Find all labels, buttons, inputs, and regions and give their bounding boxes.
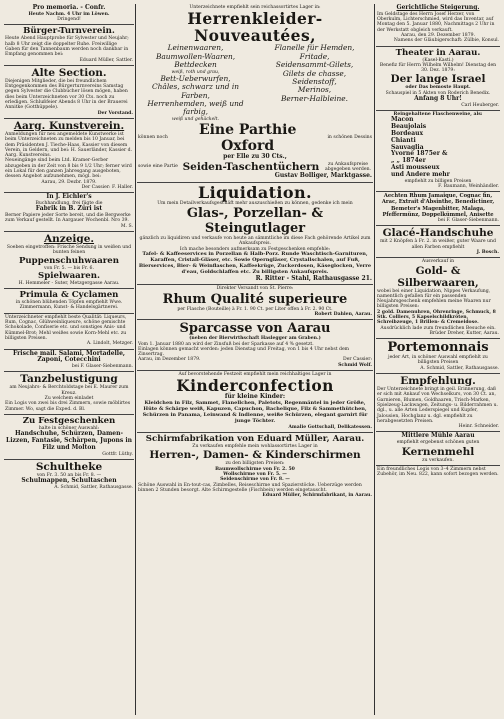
ad-title: Seiden-Taschentüchern (182, 160, 320, 173)
ad-body: zu Ankaufspreise abgegeben werden. (324, 161, 371, 172)
price-line: Seidenschirme von Fr. 8. — (220, 477, 290, 483)
ad-signature: Gustav Bolliger, Marktgasse. (274, 171, 372, 179)
ad-body: oder Das bemoste Haupt. (405, 85, 471, 91)
ad-body: können noch (138, 135, 168, 141)
ad-body: per Elle zu 30 Cts., (223, 153, 287, 161)
ad-title: Aarg. Kunstverein. (13, 119, 125, 132)
ad-title: Primula & Cyclamen (19, 290, 119, 301)
item: Baumwollen-Waaren, (155, 51, 236, 61)
ad-signature: A. Lindolt, Metzger. (86, 341, 133, 347)
ad-body: Schulmappen, Schultaschen (21, 477, 117, 485)
ad-body: empfiehlt zu billigen Preisen (404, 178, 472, 184)
item: Flanelle für Hemden, (274, 43, 355, 53)
ad-signature: Der Cassier: F. Haller. (81, 184, 133, 190)
item: Bettdecken (174, 60, 217, 70)
ad-steigerung (376, 4, 500, 47)
wine-item: Asti mousseux (391, 164, 440, 172)
ad-kunstverein (4, 119, 134, 193)
ad-intro: Direkter Versandt von St. Pierre: (216, 286, 294, 292)
ad-signature: bei F. Glaser-Siebenmann. (71, 364, 133, 370)
ad-buerger-turnverein (4, 25, 134, 65)
ad-title: Gerichtliche Steigerung. (396, 4, 480, 11)
ad-body: Neueingänge sind beim Ltd. Kramer-Gerber abzugeben in der Zeit von 8 bis 9 1/2 Uhr; ferner wird ein Lokal für den ganzen Jahresgang ausgeboten, dessen Angebot aufzunehmen, mögl. bei: (5, 158, 132, 180)
ad-glace-handschuhe (376, 226, 500, 258)
ad-tanzbelustigung (4, 372, 134, 414)
ad-festgeschenke (4, 415, 134, 460)
item: Fritade, (299, 51, 330, 61)
ad-signature-role: Der Cassier: (343, 357, 372, 363)
ad-intro: Zu verkaufen empfehle mein wohlassortirtes Lager in (192, 444, 318, 450)
item: Leinenwaaren, (167, 43, 224, 53)
item: Seidenstoff, (292, 76, 337, 86)
ad-title: Puppenschuhwaaren (18, 255, 120, 266)
ad-body: Unterzeichneter empfiehlt beste Qualität: Liqueurs, Rum, Cognac, Glühweinliqueure, schöne gemischte Schokolade, Confiserie etc. und sonstiges Anis- und Kümmel-Brot; Mehl weißes sowie Korn-Mehl etc. zu billigsten Preisen. (5, 314, 127, 341)
ad-title: Sparcasse von Aarau (179, 321, 331, 337)
ad-metzger (4, 314, 134, 350)
ad-body: Ich mache besonders aufmerksam zu Festgeschenken empfehle: (179, 246, 331, 252)
ad-body: Kleidchen in Filz, Sammet, Flanellchen, Paletots, Regenmäntel in jeder Größe, Hüte & Schärpe weiß, Kapuzen, Capuchon, Bachelique, Filz & Sammethütchen, Schürzen in Panama, Leinwand & Indienne, weiße Schürzen, elegant garnirt für junge Töchter. (142, 400, 368, 424)
item: Gilets de chasse, (282, 68, 347, 78)
item-list-left (138, 44, 253, 122)
ad-title: Bürger-Turnverein. (23, 26, 115, 37)
ad-body: Im Geldstage des Herrn Josef Herzer, von Oberkulm, Lichterschmied, wird das Inventar, auf Montag den 5. Januar 1880, Nachmittags 2 Uhr in der Werkstatt obgleich verkauft. (377, 11, 495, 33)
ad-title: Glas-, Porzellan- & Steingutlager (186, 206, 324, 237)
price-line: Wollschirme von Fr. 5. — (223, 471, 287, 477)
ad-title: Glacé-Handschuhe (382, 227, 494, 240)
ad-title: Der lange Israel (390, 73, 486, 86)
ad-date: Aarau, im Dezember 1879. (138, 357, 201, 363)
ad-signature: Gottfr. Lüthy. (102, 451, 133, 457)
wine-item: Chianti (391, 136, 416, 144)
item: Herrenhemden, weiß und farbig, (147, 99, 244, 117)
ad-gold-silber (376, 258, 500, 339)
ad-flaschenweine (376, 111, 500, 192)
ad-title: Kinderconfection (176, 376, 334, 396)
ad-item-grid (138, 44, 372, 122)
ad-intro: Ausverkauf in (421, 259, 455, 265)
ad-kinderconfection (137, 371, 373, 433)
ad-body: Dringend! (57, 17, 81, 23)
ad-body: Ein Logis von zwei bis drei Zimmern, sowie möblirtes Zimmer. Wo, sagt die Exped. d. Bl. (5, 401, 131, 412)
column-divider (135, 4, 136, 715)
ad-signature: Carl Heuberger. (461, 102, 499, 108)
ad-empfehlung (376, 374, 500, 432)
ad-title: Alte Section. (31, 66, 107, 79)
ad-salami (4, 350, 134, 373)
ad-alte-section (4, 66, 134, 119)
ad-body: Anfang 8 Uhr! (414, 95, 462, 103)
item: Merinos, (297, 85, 332, 95)
ad-body: Vom 1. Januar 1880 an wird der Zinsfuß bei der Sparkasse auf 4 % gesetzt. (138, 341, 314, 347)
ad-signature: H. Hemmeler - Suter, Metzgergasse Aarau. (18, 280, 120, 286)
ad-body: Buchhandlung, frei fügte die (35, 201, 103, 207)
ad-body: in schönen Dessins (327, 135, 372, 141)
ad-title: Spielwaaren. (38, 270, 100, 281)
ad-body: Zu welchem einladet (44, 396, 94, 402)
ad-body: Schauspiel in 5 Akten von Roderich Benedix. (385, 90, 491, 96)
ad-subtitle: (Kasel-Kasti.) (422, 57, 454, 63)
price-line: Baumwollschirme von Fr. 2. 50 (215, 466, 295, 472)
ad-sparcasse (137, 320, 373, 371)
ad-body: per Flasche (Bouteille) à Fr. 1. 90 Ct. per Liter offen à Fr. 2. 90 Ct. (177, 306, 333, 312)
ad-signature: Namens der Gläubigerschaft: Zülbie, Konsul. (393, 38, 499, 44)
ad-signature: M. S. (120, 223, 133, 229)
ad-body: Handschuhe, Schürzen, Damen-Lizzen, Fantasie, Schärpen, Jupons in Filz und Molton (6, 430, 132, 451)
ad-title: Rhum Qualité superieure (162, 291, 348, 307)
ad-body: zu verkaufen. (422, 457, 454, 463)
ad-body: sowie eine Partie (138, 164, 178, 170)
ad-body: Einlagen können gemacht werden: jeden Dienstag und Freitag, von 1 bis 4 Uhr nebst dem Zinsertrag. (138, 346, 350, 358)
column-left (4, 4, 134, 715)
ad-portemonnais (376, 339, 500, 374)
item: Berner-Halbleine. (280, 93, 349, 103)
ad-signature: Robert Dahlen, Aarau. (314, 311, 372, 317)
ad-signature: R. Ritter - Stahl, Rathausgasse 21. (255, 274, 372, 282)
ad-title: Empfehlung. (400, 375, 476, 388)
ad-title: Pro memoria. - Confr. (32, 4, 106, 11)
ad-body: Um mein Detailverkaufsgeschäft mehr auszuschießen zu können, gedenke ich mein (157, 200, 353, 206)
ad-signature: F. Baumann, Weinhändler. (438, 183, 499, 189)
ad-signature: Eduard Müller, Schirmfabrikant, in Aarau. (262, 493, 372, 499)
wine-item: Bordeaux (391, 130, 424, 138)
wine-item: Beaujolais (391, 123, 427, 131)
ad-primula (4, 289, 134, 314)
ad-body: gänzlich zu liquidiren und verkaufe von heute an sämmtliche im diese Fach gehörende Artikel zum Ankaufspreis. (139, 236, 371, 247)
ad-title: Frische mail. Salami, Mortadelle, Zaponi, Cotecchini (12, 349, 125, 364)
ad-signature: J. Bosch. (476, 249, 499, 255)
ad-signature: Heinr. Schneider. (458, 424, 499, 430)
ad-body: Anmeldungen für neu angemeldete Kunstwerke ist beim Unterzeichneten zu melden bis 10 Januar, bei dem Präsidenten J. Tieche-Haas, Kassier von diesem Verein, in Geldern, und bei: H. Sauerländer, Kassier d. Aarg. Kunstvereins. (5, 131, 133, 159)
ad-title: Zu Festgeschenken (22, 415, 116, 426)
ad-title: Anzeige. (43, 233, 95, 245)
ad-signature: Schmid Wolf. (338, 362, 372, 368)
ad-signature: A. Schmid, Sattler, Rathausgasse. (420, 365, 499, 371)
item: Seidensammt-Gilets, (275, 60, 354, 70)
ad-signature: A. Schmid, Sattler, Rathausgasse. (54, 485, 133, 491)
ad-body: 2 gold. Damenuhren, Ohrenringe, Schmuck, 8 Stk. Colliers, 5 Kapselschildkröten, Schreibzeuge, 1 Brillen- & Cremeidose. (377, 309, 496, 326)
ad-theater (376, 47, 500, 112)
wine-item: Yvorne 1875er & (391, 150, 448, 158)
ad-schirmfabrikation (137, 433, 373, 500)
ad-intro: Unterzeichnete empfiehlt sein reichassortirtes Lager in: (189, 5, 321, 10)
ad-body: Heute Abend Hauptprobe für Sylvester und Neujahr; halb 8 Uhr zeigt die doppelter Ruhe. Freiwillige Gaben für den Tannenbaum werden noch dankbar in Empfang genommen bei: (5, 36, 129, 58)
column-right (376, 4, 500, 715)
ad-title: Herren-, Damen- & Kinderschirmen (149, 449, 361, 462)
item: Châles, schwarz und in Farben, (152, 82, 239, 100)
ad-subtitle: für kleine Kinder: (224, 393, 286, 401)
ad-title: Schultheke (35, 460, 103, 473)
ad-body: Aechten Rhum Jamaique, Cognac fin, Arac, Extrait d'Absinthe, Benedictiner, Bemeter's Magenbitter, Malaga, Pfeffermünz, Doppelkümmel, Anisette (381, 193, 495, 218)
ad-title: Eine Parthie Oxford (198, 122, 297, 155)
ad-pro-memoria (4, 4, 134, 25)
ad-body: Tafel- & Kaffeeservices in Porzellan & Halb-Porz. Runde Waschtisch-Garnituren, Karaffen, Cristall-Gläser, etc. Sowie Operngläser, Crystallschalen, auf Fuß, Bierservices, Bier- & Weinflaschen, Kaffeekrüge, Zuckerdosen, Käseglocken, Verre d'eau, Goldschlaffen etc. Zu billigsten Ankaufspreis. (138, 250, 372, 275)
ad-body: von Fr. 5. — bis Fr. 6. (44, 265, 94, 271)
item-list-right (257, 44, 372, 122)
column-divider (374, 4, 375, 715)
column-center (137, 4, 373, 715)
ad-body: Berner Papiere jeder Sorte bereit, und die Bergwerke zum Verkauf gestellt. In Aargauer Wochenbl. Nro 39. (5, 213, 131, 224)
ad-title: Herrenkleider- Nouveautées, (187, 9, 323, 46)
ad-logis (376, 466, 500, 480)
ad-title: Theater in Aarau. (395, 47, 481, 58)
ad-signature: Brüder Dreher, Kutter, Aarau. (429, 330, 499, 336)
ad-title: Schirmfabrikation von Eduard Müller, Aarau. (145, 434, 365, 445)
ad-body: halte in schöner Auswahl: (38, 425, 100, 431)
ad-herrenkleider (137, 4, 373, 183)
ad-subtitle: (neben der Bierwirthschaft Haslegger am Graben.) (189, 336, 321, 342)
ad-title: Kernenmehl (401, 445, 475, 458)
wine-item: Macon (391, 116, 414, 124)
ad-title: Liquidation. (198, 182, 312, 202)
wine-list (377, 117, 499, 178)
ad-signature: Der Vorstand. (97, 110, 133, 116)
ad-signature: bei F. Glaser-Siebenmann. (437, 218, 499, 224)
ad-spirituosen (376, 192, 500, 226)
ad-title: Gold- & Silberwaaren, (397, 264, 479, 289)
ad-body: Schöne Auswahl in En-tout-cas, Zimbelles, Reiseschirme und Spazierstöcke. Ueberzüge werden binnen 2 Stunden besorgt. Alte Schirmgestelle (Fischbein) werden eingetauscht. (138, 482, 362, 493)
ad-muehle (376, 432, 500, 465)
ad-body: von Fr. 3. 50 an bis Fr. 8. — (36, 472, 102, 478)
ad-body: in schönen blühenden Töpfen empfiehlt Wwe. Zimmermann, Kunst- & Handelsgärtnerei. (15, 300, 123, 311)
ad-title: Mittlere Mühle Aarau (401, 432, 475, 440)
wine-item: und Andere mehr (391, 170, 450, 178)
ad-body: wobei bei einer Liquidation, Nippes Verkaufung, namentlich gefallen für ein passenden Neujahrsgeschenk empfehlen meine Waaren nur billigsten Preisen: (377, 288, 491, 310)
ad-signature: Amalie Gottschall, Delikatessen. (288, 424, 372, 430)
ad-body: Ein freundliches Logis von 3–4 Zimmern nebst Zubehör, im Neu. 822, kann sofort bezogen werden. (377, 466, 499, 478)
ad-signature: Eduard Müller, Sattler. (79, 57, 133, 63)
ad-rhum (137, 285, 373, 320)
wine-item: Sauvaglia (391, 143, 424, 151)
ad-body: Soeben eingetroffen: Frische Sendung in weißen und bunten feinen (6, 245, 132, 256)
ad-title: Reingehaltene Flaschenweine, als: (393, 112, 483, 118)
ad-body: Der Unterzeichnete bringt in geil. Erinnerung, daß er sich mit Ankauf von Wechselkurs, von 30 Ct. an, Garnieren, Blumen, Goldhaaren, Trisch-Marken, Spielzeug-Lackwagen, Zeitungs- u. Bilderrahmen u. dgl., u. alle Arten Lederspiegel und Kupfer, Jalousien, Hochglanz u. dgl. empfiehlt zu herabgesetzten Preisen. (377, 387, 498, 424)
ad-schultheke (4, 460, 134, 492)
ad-date: Aarau, 29. Dezbr. 1879. (41, 179, 97, 185)
ad-title: Portemonnais (387, 340, 489, 356)
item: weiß, roth und grau, (171, 69, 220, 75)
ad-body: Benefiz für Herrn Wilhelm Wilhelm! Dienstag den 30. Dez. 1879: (379, 62, 497, 74)
item: weiß und gehäckelt. (171, 116, 220, 122)
ad-liquidation (137, 183, 373, 286)
ad-date: Aarau, den 29. Dezember 1879. (400, 32, 476, 38)
ad-intro: Auf bevorstehende Festzeit empfiehlt mein reichhaltiges Lager in (178, 372, 332, 378)
ad-body: mit 2 Knöpfen à Fr. 2. in weißer, guter Waare und allen Farben empfiehlt (380, 239, 496, 250)
ad-body: Diejenigen Mitglieder, die bei freundlichem Entgegenkommen des Bürgerturnvereins Samstag gegen Sylvester die Clubbücher lösen mögen, haben dies beim Unterzeichneten vor 30 Cts. noch zu erledigen. Schlußfeier Abends 8 Uhr in der Brauerei Annitke (Gotthüppele). (5, 78, 128, 111)
ad-subtitle: zu den billigsten Preisen: (225, 461, 285, 467)
ad-body: am Neujahrs- & Berchtoldstage bei E. Maurer zum Kreuz. (9, 385, 129, 396)
ad-body: jeder Art, in schöner Auswahl empfiehlt zu billigsten Preisen (388, 355, 488, 366)
ad-body: Heute Nachm. 4 Uhr im Löwen. (28, 11, 110, 17)
ad-body: Fabrik in B. Züri ist (35, 205, 103, 213)
ad-body: empfiehlt ergebenst schönen guten (396, 440, 480, 446)
ad-title: In J. Eichler's (46, 193, 92, 201)
ad-body: Ausdrücklich lade zum freundlichen Besuche ein. (380, 325, 496, 331)
item: Bett-Ueberwurfen, (160, 73, 231, 83)
ad-anzeige (4, 232, 134, 289)
wine-item: „ „ 1874er (391, 157, 426, 165)
ad-buchhandlung (4, 193, 134, 232)
ad-title: Tanzbelustigung (20, 373, 118, 386)
